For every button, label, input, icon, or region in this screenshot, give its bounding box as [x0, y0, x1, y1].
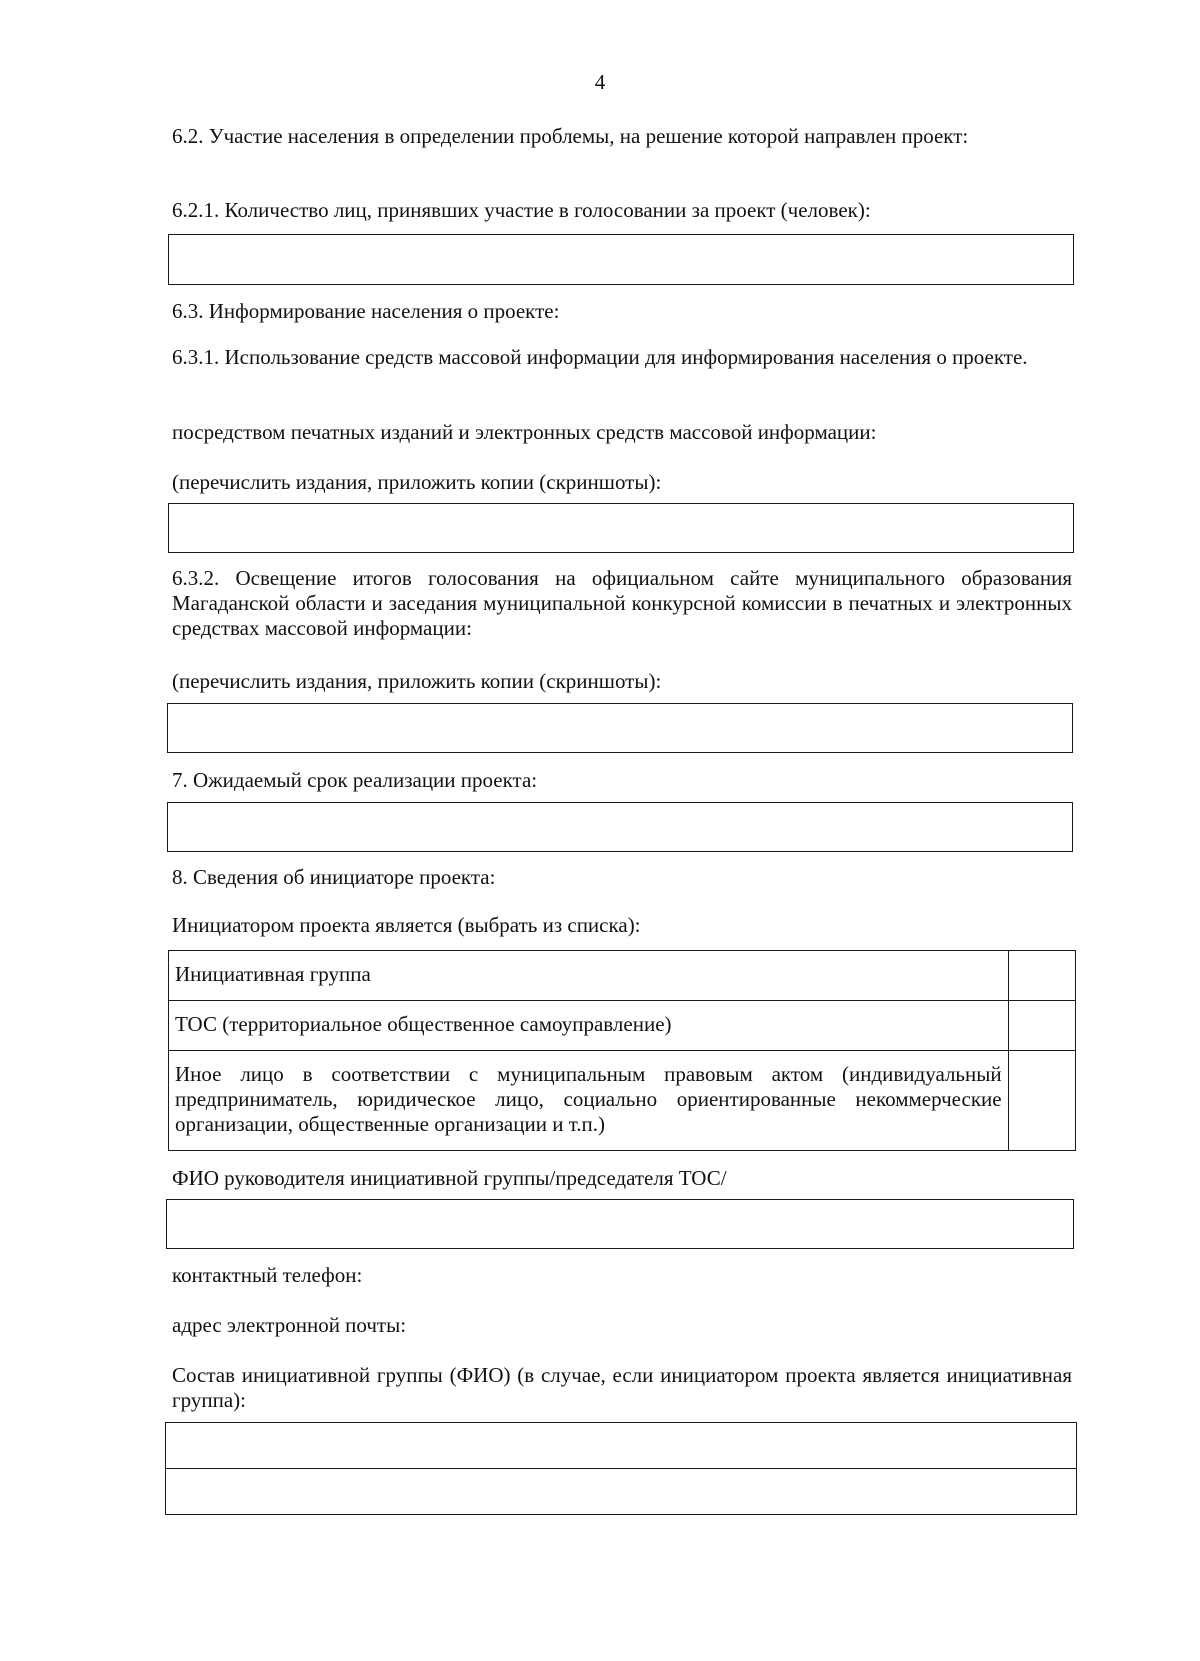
section-6-3: 6.3. Информирование населения о проекте:: [172, 299, 560, 323]
section-8: 8. Сведения об инициаторе проекта:: [172, 865, 496, 889]
contact-phone-label: контактный телефон:: [172, 1263, 363, 1287]
initiator-option-label: Инициативная группа: [169, 951, 1009, 1001]
section-6-2: 6.2. Участие населения в определении проблемы, на решение которой направлен проект:: [172, 124, 969, 148]
page-number: 4: [594, 70, 606, 94]
section-6-3-2-list: (перечислить издания, приложить копии (скриншоты):: [172, 669, 662, 693]
section-7: 7. Ожидаемый срок реализации проекта:: [172, 768, 538, 792]
implementation-term-field[interactable]: [167, 802, 1073, 852]
media-publications-field[interactable]: [168, 503, 1074, 553]
group-member-row: [166, 1423, 1077, 1469]
section-6-3-2: 6.3.2. Освещение итогов голосования на официальном сайте муниципального образования Магаданской области и заседания муниципальной конкурсной комиссии в печатных и электронных средствах массовой информации:: [172, 566, 1072, 640]
group-composition-label: Состав инициативной группы (ФИО) (в случае, если инициатором проекта является инициативная группа):: [172, 1363, 1072, 1412]
initiator-option-checkbox[interactable]: [1008, 1051, 1075, 1151]
section-6-3-1: 6.3.1. Использование средств массовой информации для информирования населения о проекте.: [172, 345, 1028, 369]
initiator-option-label: ТОС (территориальное общественное самоуправление): [169, 1001, 1009, 1051]
leader-name-label: ФИО руководителя инициативной группы/председателя ТОС/: [172, 1166, 727, 1190]
initiator-option-checkbox[interactable]: [1008, 951, 1075, 1001]
section-6-2-1: 6.2.1. Количество лиц, принявших участие в голосовании за проект (человек):: [172, 198, 871, 222]
group-composition-table: [165, 1422, 1077, 1515]
initiator-option-row: [169, 1001, 1076, 1051]
group-member-field[interactable]: [166, 1469, 1077, 1515]
initiator-option-label: Иное лицо в соответствии с муниципальным правовым актом (индивидуальный предприниматель, юридическое лицо, социально ориентированные некоммерческие организации, общественные организации и т.п.): [169, 1051, 1009, 1151]
email-label: адрес электронной почты:: [172, 1313, 407, 1337]
initiator-options-table: [168, 950, 1076, 1151]
section-6-3-1-list: (перечислить издания, приложить копии (скриншоты):: [172, 470, 662, 494]
section-8-initiator: Инициатором проекта является (выбрать из списка):: [172, 913, 641, 937]
initiator-option-checkbox[interactable]: [1008, 1001, 1075, 1051]
group-member-row: [166, 1469, 1077, 1515]
initiator-option-row: [169, 1051, 1076, 1151]
voters-count-field[interactable]: [168, 234, 1074, 285]
group-member-field[interactable]: [166, 1423, 1077, 1469]
section-6-3-1-media: посредством печатных изданий и электронных средств массовой информации:: [172, 420, 877, 444]
leader-name-field[interactable]: [166, 1199, 1074, 1249]
voting-results-publications-field[interactable]: [167, 703, 1073, 753]
initiator-option-row: [169, 951, 1076, 1001]
